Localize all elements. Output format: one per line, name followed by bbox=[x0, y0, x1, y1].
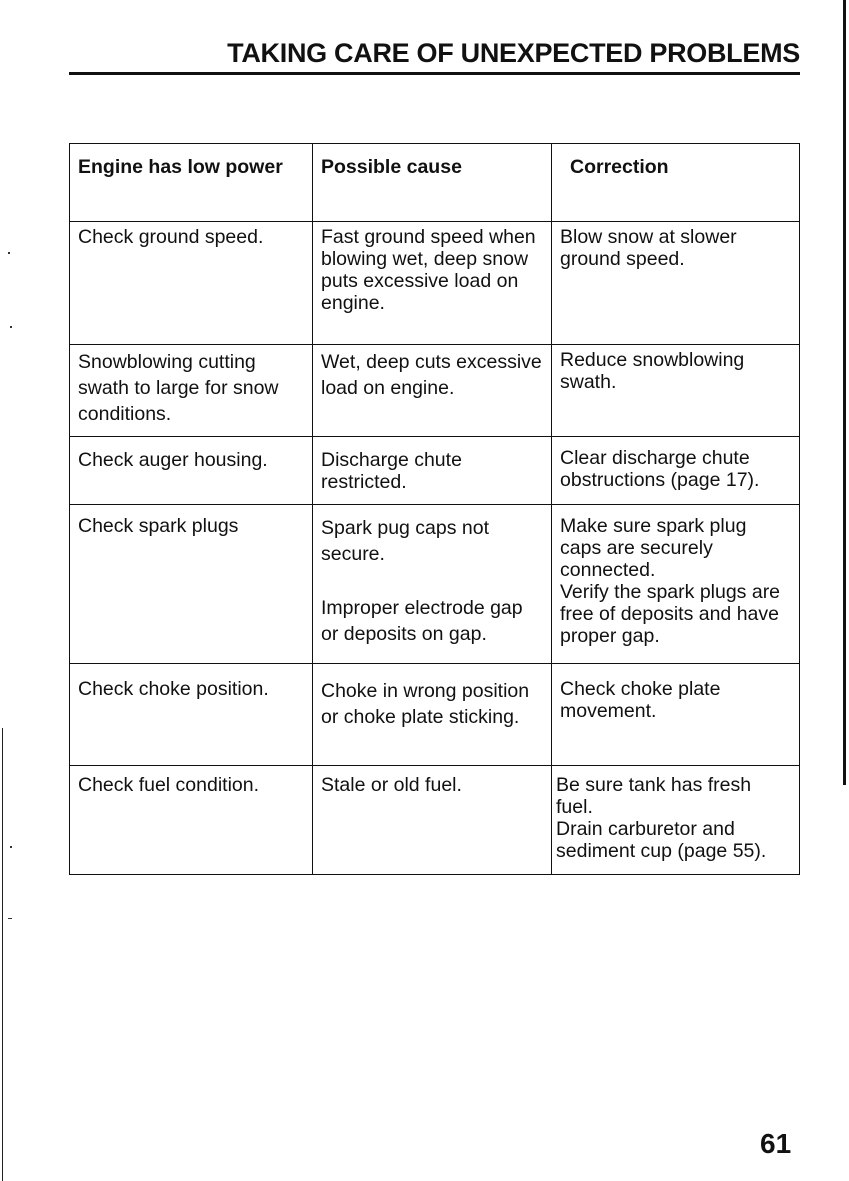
correction-cell bbox=[552, 505, 800, 664]
column-header-correction: Correction bbox=[552, 144, 800, 222]
cause-cell: Stale or old fuel. bbox=[313, 766, 552, 875]
table-row bbox=[70, 664, 800, 766]
table-row bbox=[70, 766, 800, 875]
check-cell: Check ground speed. bbox=[70, 222, 313, 345]
correction-line: Drain carburetor and sediment cup (page 55). bbox=[556, 818, 767, 862]
cause-cell: Choke in wrong position or choke plate sticking. bbox=[313, 664, 552, 766]
table-row bbox=[70, 505, 800, 664]
scan-speck bbox=[8, 918, 12, 919]
title-rule bbox=[69, 72, 800, 75]
correction-cell: Check choke plate movement. bbox=[552, 664, 800, 766]
check-cell: Check choke position. bbox=[70, 664, 313, 766]
table-row bbox=[70, 222, 800, 345]
table-header-row bbox=[70, 144, 800, 222]
check-cell: Check auger housing. bbox=[70, 437, 313, 505]
column-header-symptom: Engine has low power bbox=[70, 144, 313, 222]
correction-cell bbox=[552, 766, 800, 875]
correction-cell: Blow snow at slower ground speed. bbox=[552, 222, 800, 345]
check-cell: Snowblowing cutting swath to large for snow conditions. bbox=[70, 345, 313, 437]
troubleshooting-table bbox=[69, 143, 800, 875]
scan-speck bbox=[8, 252, 10, 254]
check-cell: Check spark plugs bbox=[70, 505, 313, 664]
cause-cell bbox=[313, 505, 552, 664]
page-title: TAKING CARE OF UNEXPECTED PROBLEMS bbox=[227, 38, 800, 68]
correction-line: Be sure tank has fresh fuel. bbox=[556, 774, 752, 818]
cause-line: Improper electrode gap or deposits on gap. bbox=[321, 597, 523, 645]
page-edge-left bbox=[2, 728, 3, 1181]
cause-cell: Wet, deep cuts excessive load on engine. bbox=[313, 345, 552, 437]
table-row bbox=[70, 345, 800, 437]
table-row bbox=[70, 437, 800, 505]
cause-cell: Discharge chute restricted. bbox=[313, 437, 552, 505]
scan-speck bbox=[10, 846, 12, 848]
page-edge-right bbox=[843, 0, 846, 785]
check-cell: Check fuel condition. bbox=[70, 766, 313, 875]
page-number: 61 bbox=[760, 1128, 792, 1159]
correction-line: Make sure spark plug caps are securely connected. bbox=[560, 515, 747, 581]
scan-speck bbox=[10, 326, 12, 328]
cause-line: Spark pug caps not secure. bbox=[321, 517, 490, 565]
correction-cell: Reduce snowblowing swath. bbox=[552, 345, 800, 437]
cause-cell: Fast ground speed when blowing wet, deep snow puts excessive load on engine. bbox=[313, 222, 552, 345]
correction-line: Verify the spark plugs are free of deposits and have proper gap. bbox=[560, 581, 781, 647]
column-header-cause: Possible cause bbox=[313, 144, 552, 222]
correction-cell: Clear discharge chute obstructions (page 17). bbox=[552, 437, 800, 505]
